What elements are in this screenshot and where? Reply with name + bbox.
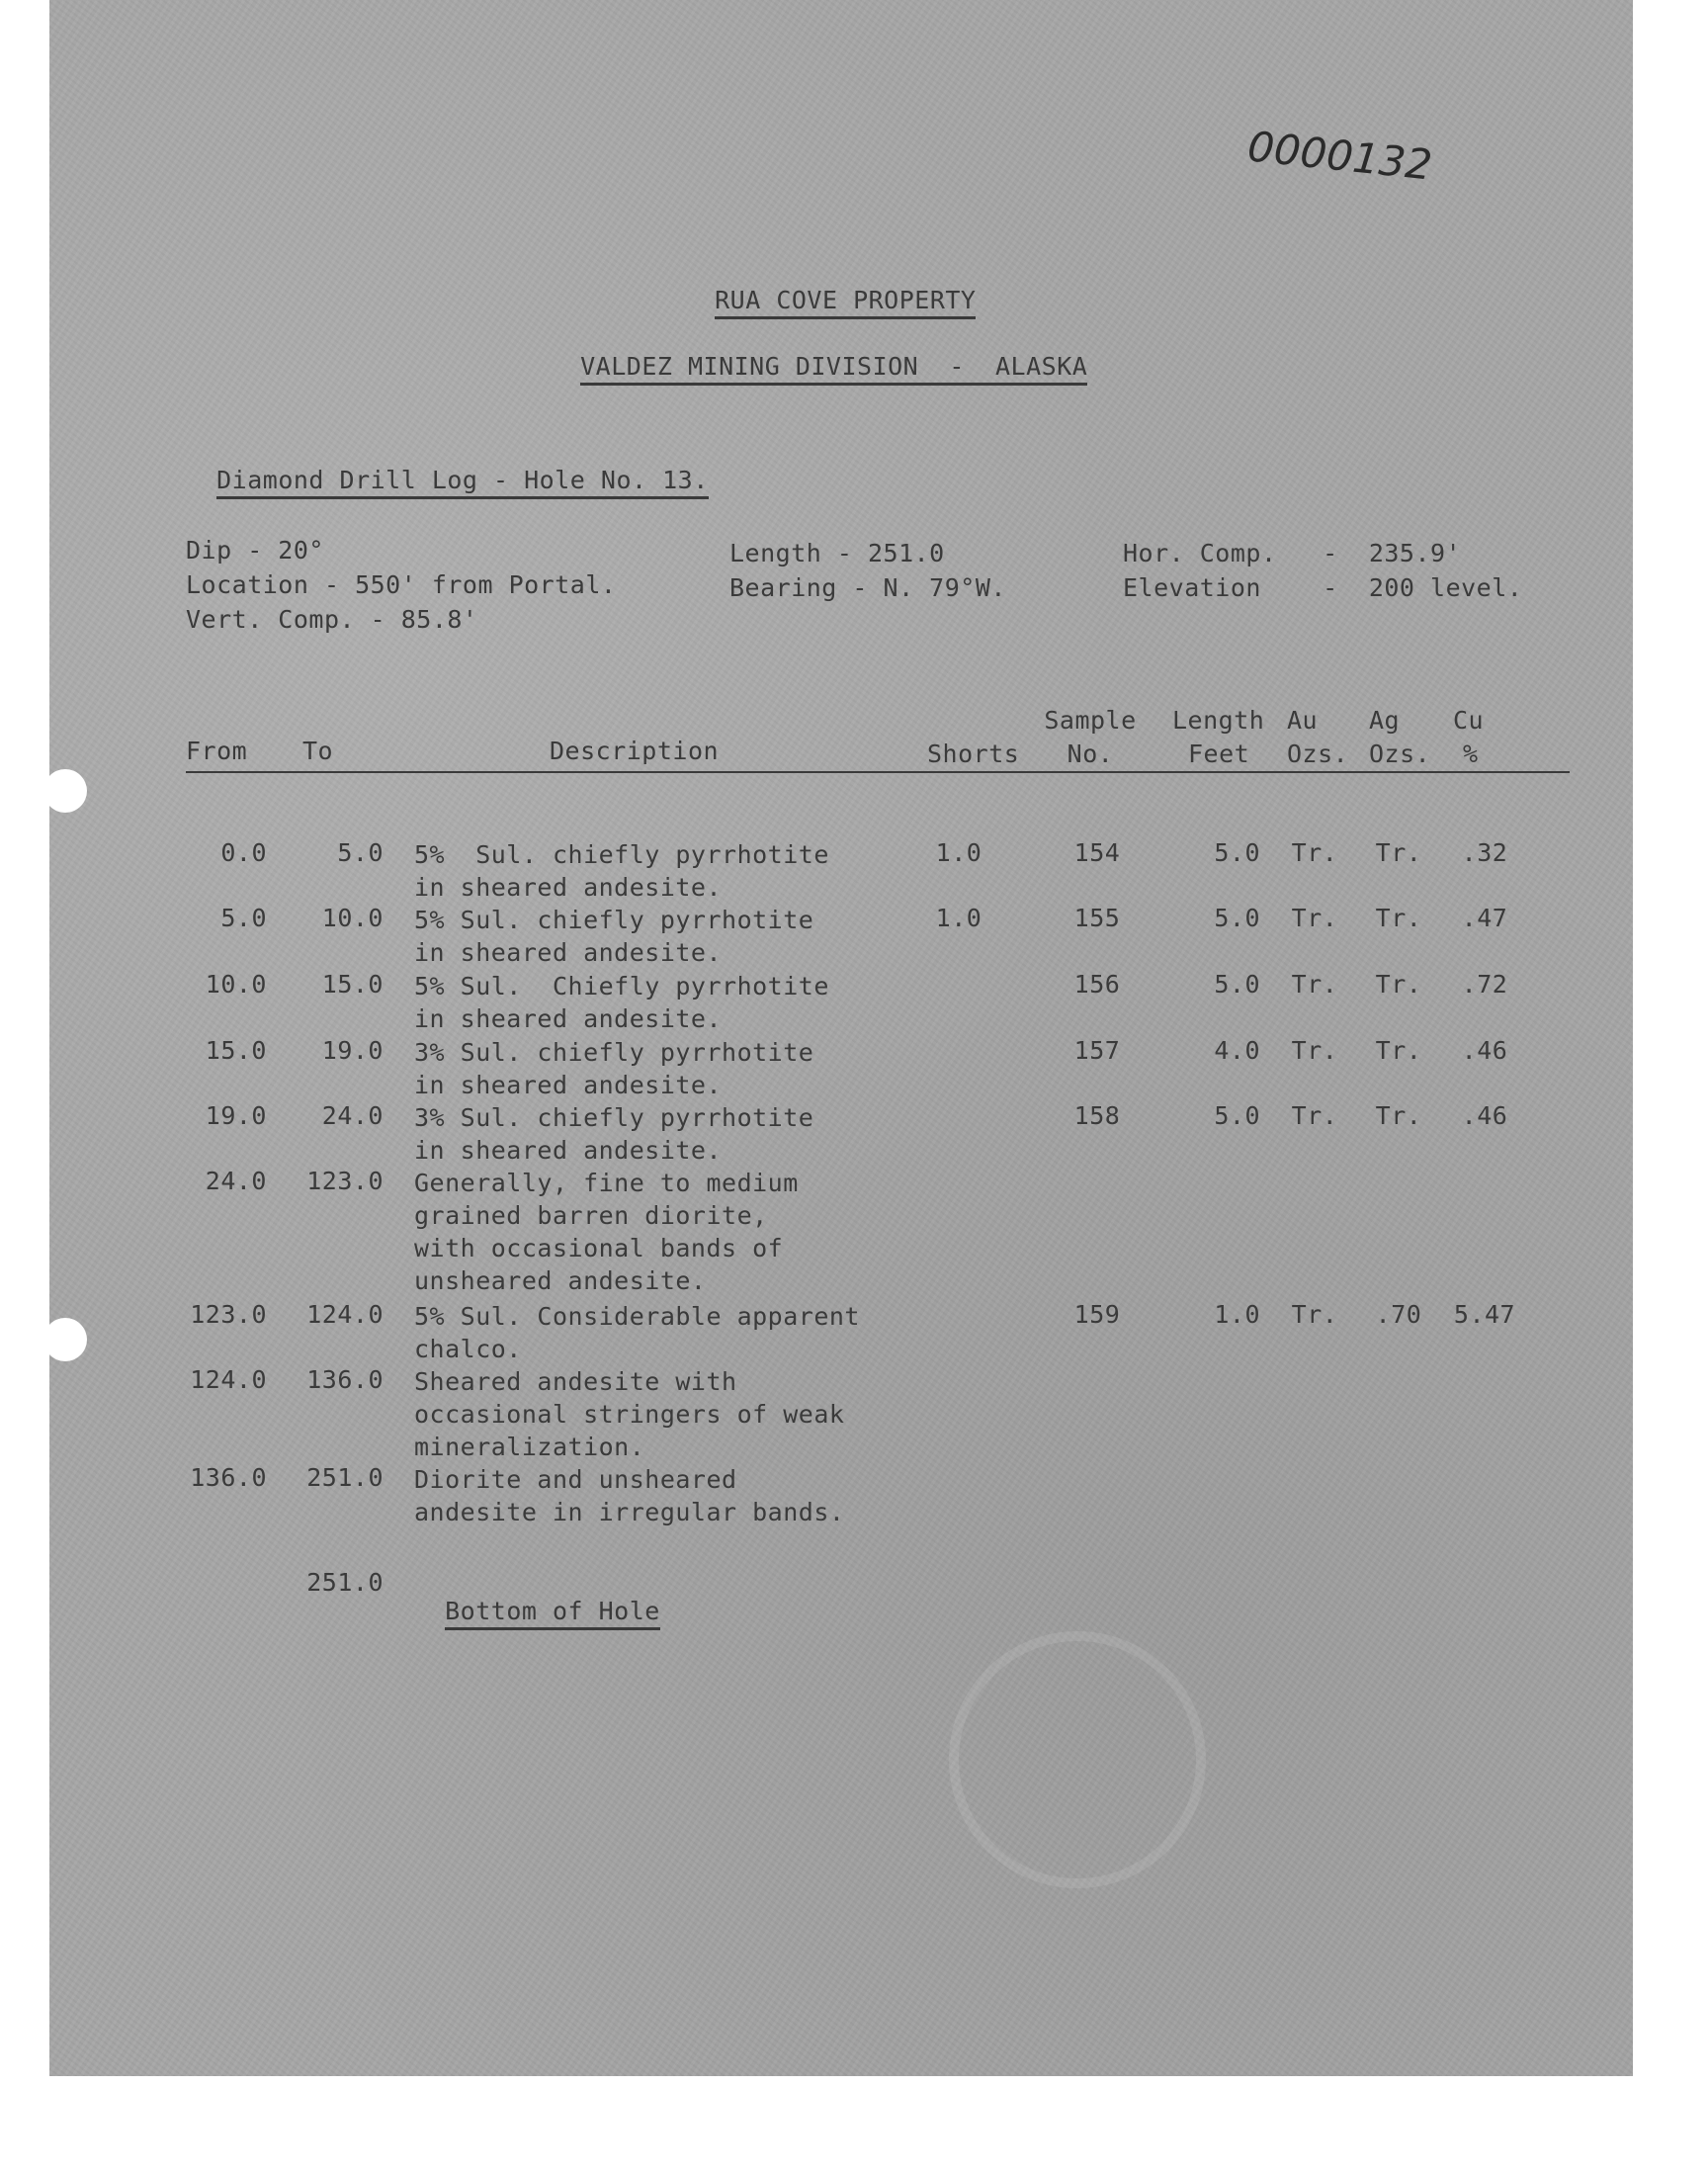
cell-length: 5.0 [1214, 1101, 1260, 1130]
header-rule [186, 771, 1570, 773]
cell-to: 10.0 [321, 904, 384, 932]
document-title: RUA COVE PROPERTY [715, 286, 976, 319]
cell-to: 124.0 [306, 1300, 384, 1329]
cell-from: 136.0 [190, 1463, 267, 1492]
punch-hole-bottom [43, 1318, 87, 1361]
cell-description-line: grained barren diorite, [414, 1201, 768, 1230]
header-sample-2: No. [1067, 740, 1114, 768]
cell-from: 0.0 [220, 838, 267, 867]
cell-to: 19.0 [321, 1036, 384, 1065]
cell-description-line: in sheared andesite. [414, 1004, 723, 1033]
cell-cu: .46 [1461, 1036, 1508, 1065]
cell-length: 5.0 [1214, 970, 1260, 999]
cell-cu: .47 [1461, 904, 1508, 932]
cell-shorts: 1.0 [935, 838, 982, 867]
bottom-to: 251.0 [306, 1568, 384, 1597]
cell-to: 251.0 [306, 1463, 384, 1492]
cell-ag: Tr. [1375, 904, 1422, 932]
cell-ag: Tr. [1375, 838, 1422, 867]
cell-description-line: 5% Sul. Chiefly pyrrhotite [414, 972, 829, 1000]
header-shorts: Shorts [927, 740, 1020, 768]
cell-description-line: 5% Sul. chiefly pyrrhotite [414, 840, 829, 869]
log-heading: Diamond Drill Log - Hole No. 13. [216, 466, 709, 499]
cell-description-line: chalco. [414, 1335, 522, 1363]
cell-from: 123.0 [190, 1300, 267, 1329]
cell-to: 24.0 [321, 1101, 384, 1130]
header-cu-2: % [1463, 740, 1479, 768]
vert-comp-label: Vert. Comp. - 85.8' [186, 605, 478, 634]
header-description: Description [550, 737, 720, 765]
cell-cu: .46 [1461, 1101, 1508, 1130]
cell-description-line: 3% Sul. chiefly pyrrhotite [414, 1103, 814, 1132]
cell-description-line: andesite in irregular bands. [414, 1498, 845, 1526]
cell-to: 15.0 [321, 970, 384, 999]
cell-cu: .32 [1461, 838, 1508, 867]
document-number: 0000132 [1244, 122, 1435, 190]
cell-description-line: mineralization. [414, 1433, 645, 1461]
cell-from: 24.0 [205, 1167, 267, 1195]
location-label: Location - 550' from Portal. [186, 570, 617, 599]
header-au-1: Au [1287, 706, 1319, 735]
header-ag-2: Ozs. [1369, 740, 1431, 768]
subtitle-wrap [550, 323, 1087, 381]
elevation-label: Elevation - 200 level. [1123, 573, 1523, 602]
header-length-2: Feet [1188, 740, 1250, 768]
punch-hole-top [43, 769, 87, 813]
cell-au: Tr. [1291, 1036, 1338, 1065]
header-cu-1: Cu [1453, 706, 1485, 735]
cell-from: 5.0 [220, 904, 267, 932]
cell-au: Tr. [1291, 970, 1338, 999]
cell-length: 5.0 [1214, 838, 1260, 867]
header-from: From [186, 737, 248, 765]
cell-cu: .72 [1461, 970, 1508, 999]
cell-ag: Tr. [1375, 1101, 1422, 1130]
cell-length: 5.0 [1214, 904, 1260, 932]
cell-au: Tr. [1291, 904, 1338, 932]
title-wrap [684, 257, 976, 314]
document-subtitle: VALDEZ MINING DIVISION - ALASKA [580, 352, 1087, 386]
cell-from: 10.0 [205, 970, 267, 999]
dip-label: Dip - 20° [186, 536, 324, 565]
cell-description-line: in sheared andesite. [414, 938, 723, 967]
cell-ag: Tr. [1375, 1036, 1422, 1065]
cell-description-line: Sheared andesite with [414, 1367, 737, 1396]
header-sample-1: Sample [1044, 706, 1137, 735]
length-label: Length - 251.0 [729, 539, 945, 567]
cell-description-line: 5% Sul. Considerable apparent [414, 1302, 860, 1331]
cell-sample: 156 [1073, 970, 1121, 999]
cell-length: 1.0 [1214, 1300, 1260, 1329]
hor-comp-label: Hor. Comp. - 235.9' [1123, 539, 1462, 567]
cell-description-line: 5% Sul. chiefly pyrrhotite [414, 906, 814, 934]
header-length-1: Length [1172, 706, 1265, 735]
watermark-seal [949, 1631, 1206, 1888]
cell-from: 19.0 [205, 1101, 267, 1130]
header-ag-1: Ag [1369, 706, 1401, 735]
cell-description-line: in sheared andesite. [414, 1071, 723, 1099]
cell-description-line: in sheared andesite. [414, 873, 723, 902]
cell-description-line: with occasional bands of [414, 1234, 784, 1262]
cell-shorts: 1.0 [935, 904, 982, 932]
cell-ag: .70 [1375, 1300, 1422, 1329]
cell-cu: 5.47 [1453, 1300, 1516, 1329]
cell-from: 124.0 [190, 1365, 267, 1394]
cell-to: 136.0 [306, 1365, 384, 1394]
cell-sample: 159 [1073, 1300, 1121, 1329]
cell-sample: 157 [1073, 1036, 1121, 1065]
cell-description-line: unsheared andesite. [414, 1266, 707, 1295]
cell-from: 15.0 [205, 1036, 267, 1065]
cell-description-line: in sheared andesite. [414, 1136, 723, 1165]
header-to: To [302, 737, 334, 765]
cell-au: Tr. [1291, 1101, 1338, 1130]
cell-sample: 154 [1073, 838, 1121, 867]
cell-ag: Tr. [1375, 970, 1422, 999]
header-au-2: Ozs. [1287, 740, 1349, 768]
cell-sample: 158 [1073, 1101, 1121, 1130]
cell-description-line: 3% Sul. chiefly pyrrhotite [414, 1038, 814, 1067]
bottom-of-hole-label: Bottom of Hole [445, 1597, 660, 1630]
cell-description-line: Diorite and unsheared [414, 1465, 737, 1494]
cell-to: 123.0 [306, 1167, 384, 1195]
cell-sample: 155 [1073, 904, 1121, 932]
cell-length: 4.0 [1214, 1036, 1260, 1065]
cell-to: 5.0 [337, 838, 384, 867]
cell-au: Tr. [1291, 838, 1338, 867]
cell-description-line: Generally, fine to medium [414, 1169, 799, 1197]
cell-description-line: occasional stringers of weak [414, 1400, 845, 1429]
bottom-label-wrap [414, 1568, 660, 1625]
cell-au: Tr. [1291, 1300, 1338, 1329]
bearing-label: Bearing - N. 79°W. [729, 573, 1006, 602]
log-heading-wrap [186, 437, 709, 494]
